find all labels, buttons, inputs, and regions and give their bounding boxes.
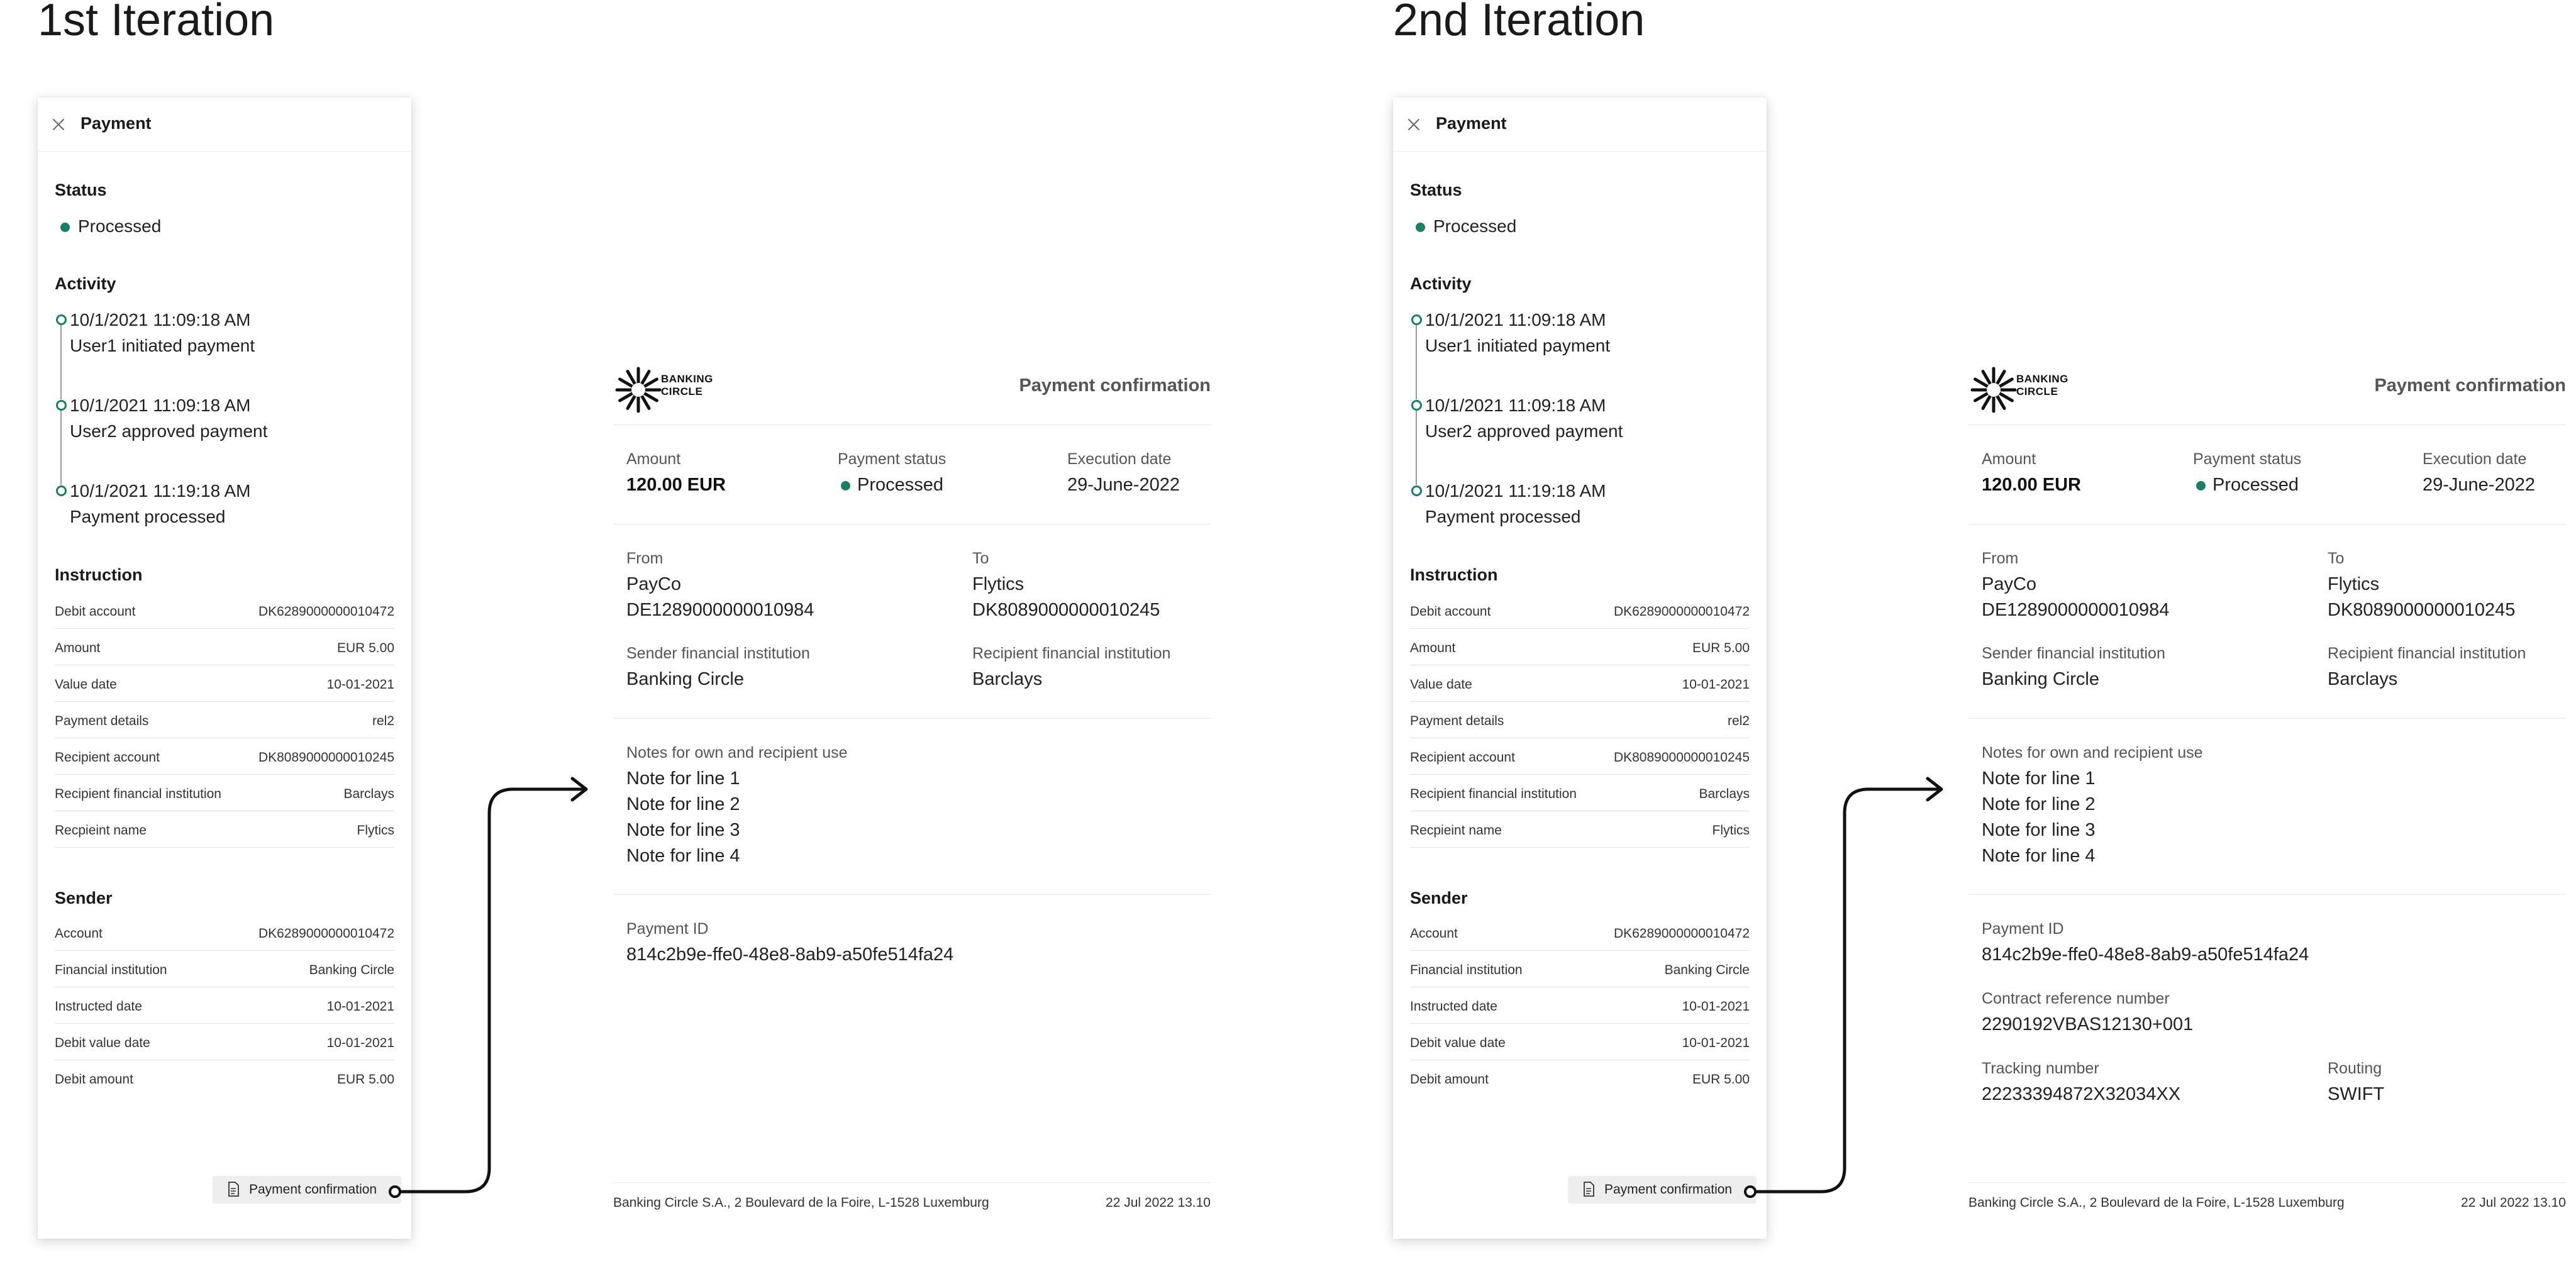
row-label: Debit account xyxy=(1410,604,1491,619)
row-label: Recipient financial institution xyxy=(1410,787,1577,801)
status-heading: Status xyxy=(1410,180,1462,199)
activity-time: 10/1/2021 11:19:18 AM xyxy=(70,481,251,501)
contract-reference-label: Contract reference number xyxy=(1982,990,2170,1007)
row-label: Recpieint name xyxy=(1410,823,1502,838)
payment-confirmation-label: Payment confirmation xyxy=(1604,1182,1733,1197)
iteration-title: 1st Iteration xyxy=(38,0,275,45)
row-value: DK6289000000010472 xyxy=(1613,926,1750,941)
activity-text: Payment processed xyxy=(1425,507,1581,526)
from-name: PayCo xyxy=(1982,574,2037,594)
tracking-number-value: 22233394872X32034XX xyxy=(1982,1084,2181,1104)
amount-value: 120.00 EUR xyxy=(626,475,726,495)
from-account: DE1289000000010984 xyxy=(1982,600,2170,620)
contract-reference-value: 2290192VBAS12130+001 xyxy=(1982,1014,2194,1034)
to-label: To xyxy=(972,550,989,567)
document-title: Payment confirmation xyxy=(2374,375,2566,396)
row-value: Flytics xyxy=(1712,823,1750,838)
sender-fi-value: Banking Circle xyxy=(626,669,744,689)
row-label: Value date xyxy=(55,677,117,692)
logo-text: BANKING CIRCLE xyxy=(661,373,713,397)
divider xyxy=(1968,894,2566,895)
row-value: EUR 5.00 xyxy=(336,641,394,655)
document-title: Payment confirmation xyxy=(1019,375,1211,396)
activity-text: User1 initiated payment xyxy=(1425,336,1611,355)
instruction-heading: Instruction xyxy=(55,565,143,584)
amount-value: 120.00 EUR xyxy=(1982,475,2081,495)
from-label: From xyxy=(626,550,663,567)
row-value: DK6289000000010472 xyxy=(1613,604,1750,619)
to-account: DK8089000000010245 xyxy=(972,600,1160,620)
row-value: Flytics xyxy=(357,823,394,838)
row-value: Barclays xyxy=(343,787,394,801)
payment-status-value: Processed xyxy=(2212,475,2299,495)
sender-fi-value: Banking Circle xyxy=(1982,669,2099,689)
note-line: Note for line 4 xyxy=(626,846,740,866)
row-label: Account xyxy=(1410,926,1458,941)
sender-heading: Sender xyxy=(1410,889,1468,907)
activity-text: Payment processed xyxy=(70,507,226,526)
row-label: Payment details xyxy=(1410,714,1504,728)
row-label: Debit value date xyxy=(1410,1036,1506,1050)
note-line: Note for line 2 xyxy=(626,794,740,814)
divider xyxy=(1968,424,2566,425)
row-label: Amount xyxy=(55,641,101,655)
from-label: From xyxy=(1982,550,2019,567)
row-value: EUR 5.00 xyxy=(1692,1072,1750,1087)
row-value: rel2 xyxy=(372,714,394,728)
sender-fi-label: Sender financial institution xyxy=(626,645,810,662)
footer-date: 22 Jul 2022 13.10 xyxy=(2461,1195,2566,1210)
row-label: Debit account xyxy=(55,604,136,619)
from-account: DE1289000000010984 xyxy=(626,600,814,620)
row-value: Barclays xyxy=(1699,787,1750,801)
row-label: Value date xyxy=(1410,677,1472,692)
status-value: Processed xyxy=(78,216,162,236)
row-label: Recipient account xyxy=(55,750,160,765)
notes-label: Notes for own and recipient use xyxy=(1982,744,2203,762)
notes-label: Notes for own and recipient use xyxy=(626,744,848,762)
routing-label: Routing xyxy=(2328,1060,2382,1077)
activity-time: 10/1/2021 11:09:18 AM xyxy=(70,396,251,415)
recipient-fi-value: Barclays xyxy=(972,669,1043,689)
footer-address: Banking Circle S.A., 2 Boulevard de la Foire, L-1528 Luxemburg xyxy=(613,1195,989,1210)
payment-status-label: Payment status xyxy=(838,450,947,468)
to-name: Flytics xyxy=(972,574,1024,594)
row-value: DK6289000000010472 xyxy=(258,926,394,941)
panel-title: Payment xyxy=(1436,114,1507,133)
activity-time: 10/1/2021 11:09:18 AM xyxy=(1425,310,1606,330)
row-label: Recipient financial institution xyxy=(55,787,221,801)
row-label: Financial institution xyxy=(55,963,167,977)
row-value: 10-01-2021 xyxy=(1682,1036,1750,1050)
row-value: EUR 5.00 xyxy=(336,1072,394,1087)
panel-title: Payment xyxy=(80,114,152,133)
amount-label: Amount xyxy=(1982,450,2036,468)
row-value: DK8089000000010245 xyxy=(1613,750,1750,765)
row-value: Banking Circle xyxy=(309,963,394,977)
note-line: Note for line 3 xyxy=(626,820,740,840)
row-value: 10-01-2021 xyxy=(1682,999,1750,1014)
row-label: Recpieint name xyxy=(55,823,147,838)
routing-value: SWIFT xyxy=(2328,1084,2385,1104)
note-line: Note for line 2 xyxy=(1982,794,2096,814)
row-value: 10-01-2021 xyxy=(326,1036,394,1050)
footer-date: 22 Jul 2022 13.10 xyxy=(1106,1195,1211,1210)
from-name: PayCo xyxy=(626,574,682,594)
divider xyxy=(1968,1182,2566,1183)
to-account: DK8089000000010245 xyxy=(2328,600,2516,620)
row-value: EUR 5.00 xyxy=(1692,641,1750,655)
activity-time: 10/1/2021 11:19:18 AM xyxy=(1425,481,1606,501)
logo-text: BANKING CIRCLE xyxy=(2016,373,2068,397)
status-dot-icon xyxy=(2196,481,2206,491)
row-value: 10-01-2021 xyxy=(1682,677,1750,692)
payment-confirmation-label: Payment confirmation xyxy=(249,1182,377,1197)
recipient-fi-label: Recipient financial institution xyxy=(2328,645,2526,662)
to-name: Flytics xyxy=(2328,574,2380,594)
status-heading: Status xyxy=(55,180,107,199)
payment-status-value: Processed xyxy=(857,475,944,495)
activity-heading: Activity xyxy=(55,274,116,293)
row-label: Debit amount xyxy=(1410,1072,1489,1087)
activity-text: User2 approved payment xyxy=(1425,421,1623,441)
row-label: Account xyxy=(55,926,103,941)
activity-time: 10/1/2021 11:09:18 AM xyxy=(1425,396,1606,415)
row-value: rel2 xyxy=(1727,714,1750,728)
recipient-fi-label: Recipient financial institution xyxy=(972,645,1171,662)
payment-status-label: Payment status xyxy=(2193,450,2302,468)
activity-text: User2 approved payment xyxy=(70,421,268,441)
note-line: Note for line 4 xyxy=(1982,846,2096,866)
recipient-fi-value: Barclays xyxy=(2328,669,2398,689)
activity-time: 10/1/2021 11:09:18 AM xyxy=(70,310,251,330)
row-value: 10-01-2021 xyxy=(326,999,394,1014)
sender-fi-label: Sender financial institution xyxy=(1982,645,2165,662)
note-line: Note for line 1 xyxy=(1982,768,2096,789)
footer-address: Banking Circle S.A., 2 Boulevard de la Foire, L-1528 Luxemburg xyxy=(1968,1195,2345,1210)
to-label: To xyxy=(2328,550,2345,567)
activity-heading: Activity xyxy=(1410,274,1472,293)
row-value: DK6289000000010472 xyxy=(258,604,394,619)
row-label: Amount xyxy=(1410,641,1456,655)
sender-heading: Sender xyxy=(55,889,113,907)
instruction-heading: Instruction xyxy=(1410,565,1498,584)
execution-date-value: 29-June-2022 xyxy=(2423,475,2535,495)
amount-label: Amount xyxy=(626,450,681,468)
row-label: Instructed date xyxy=(1410,999,1497,1014)
execution-date-value: 29-June-2022 xyxy=(1067,475,1180,495)
execution-date-label: Execution date xyxy=(1067,450,1172,468)
payment-id-label: Payment ID xyxy=(1982,920,2064,938)
row-value: Banking Circle xyxy=(1664,963,1750,977)
row-label: Recipient account xyxy=(1410,750,1515,765)
row-label: Debit amount xyxy=(55,1072,133,1087)
status-value: Processed xyxy=(1433,216,1517,236)
note-line: Note for line 1 xyxy=(626,768,740,789)
payment-id-value: 814c2b9e-ffe0-48e8-8ab9-a50fe514fa24 xyxy=(626,945,954,965)
row-label: Financial institution xyxy=(1410,963,1523,977)
execution-date-label: Execution date xyxy=(2423,450,2527,468)
payment-id-label: Payment ID xyxy=(626,920,709,938)
payment-confirmation-document xyxy=(1968,340,2566,1220)
divider xyxy=(1968,718,2566,719)
tracking-number-label: Tracking number xyxy=(1982,1060,2099,1077)
iteration-title: 2nd Iteration xyxy=(1393,0,1645,45)
row-value: 10-01-2021 xyxy=(326,677,394,692)
row-label: Debit value date xyxy=(55,1036,150,1050)
row-label: Instructed date xyxy=(55,999,142,1014)
banking-circle-logo xyxy=(1968,365,2019,415)
note-line: Note for line 3 xyxy=(1982,820,2096,840)
row-value: DK8089000000010245 xyxy=(258,750,394,765)
activity-text: User1 initiated payment xyxy=(70,336,255,355)
row-label: Payment details xyxy=(55,714,149,728)
payment-id-value: 814c2b9e-ffe0-48e8-8ab9-a50fe514fa24 xyxy=(1982,945,2309,965)
